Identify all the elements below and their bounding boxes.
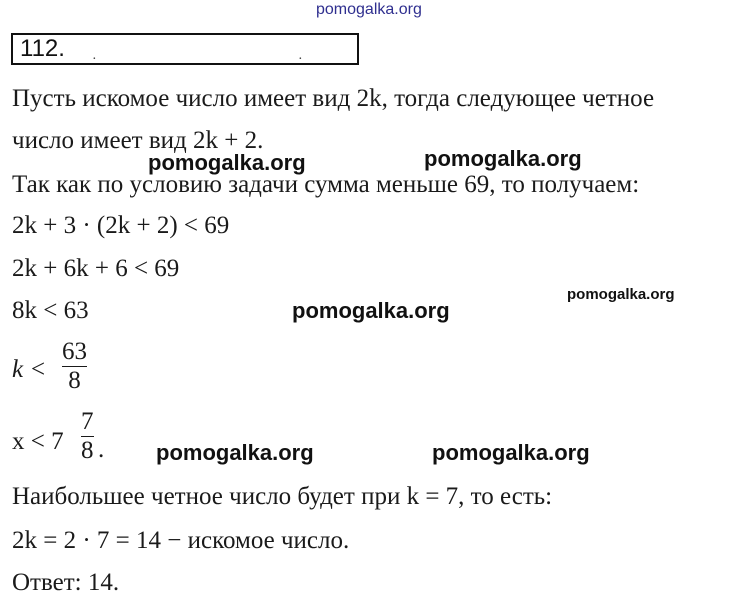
watermark: pomogalka.org bbox=[432, 440, 590, 465]
equation-line-4-lhs: k < bbox=[12, 356, 47, 383]
fraction-63-over-8 bbox=[62, 338, 87, 395]
watermark: pomogalka.org bbox=[424, 146, 582, 171]
watermark: pomogalka.org bbox=[292, 298, 450, 323]
solution-line-9: Наибольшее четное число будет при k = 7, то есть: bbox=[12, 483, 553, 510]
fraction-7-over-8 bbox=[81, 408, 94, 465]
equation-line-5-tail: . bbox=[98, 436, 105, 463]
fraction-denominator: 8 bbox=[81, 437, 94, 464]
equation-line-3: 8k < 63 bbox=[12, 297, 89, 324]
watermark-header: pomogalka.org bbox=[316, 1, 422, 18]
fraction-numerator: 63 bbox=[62, 338, 87, 365]
answer-line: Ответ: 14. bbox=[12, 569, 120, 596]
box-mark: · bbox=[92, 52, 97, 67]
equation-line-5-lhs: x < 7 bbox=[12, 428, 64, 455]
equation-line-1: 2k + 3 · (2k + 2) < 69 bbox=[12, 212, 230, 239]
watermark: pomogalka.org bbox=[567, 286, 675, 303]
task-number: 112. bbox=[20, 35, 65, 62]
fraction-denominator: 8 bbox=[68, 367, 81, 394]
watermark: pomogalka.org bbox=[156, 440, 314, 465]
solution-line-2: число имеет вид 2k + 2. bbox=[12, 127, 264, 154]
watermark: pomogalka.org bbox=[148, 150, 306, 175]
solution-line-10: 2k = 2 · 7 = 14 − искомое число. bbox=[12, 527, 350, 554]
solution-line-1: Пусть искомое число имеет вид 2k, тогда следующее четное bbox=[12, 85, 655, 112]
fraction-numerator: 7 bbox=[81, 408, 94, 435]
equation-line-2: 2k + 6k + 6 < 69 bbox=[12, 255, 180, 282]
solution-line-3: Так как по условию задачи сумма меньше 69, то получаем: bbox=[12, 171, 640, 198]
box-mark: · bbox=[298, 52, 303, 67]
